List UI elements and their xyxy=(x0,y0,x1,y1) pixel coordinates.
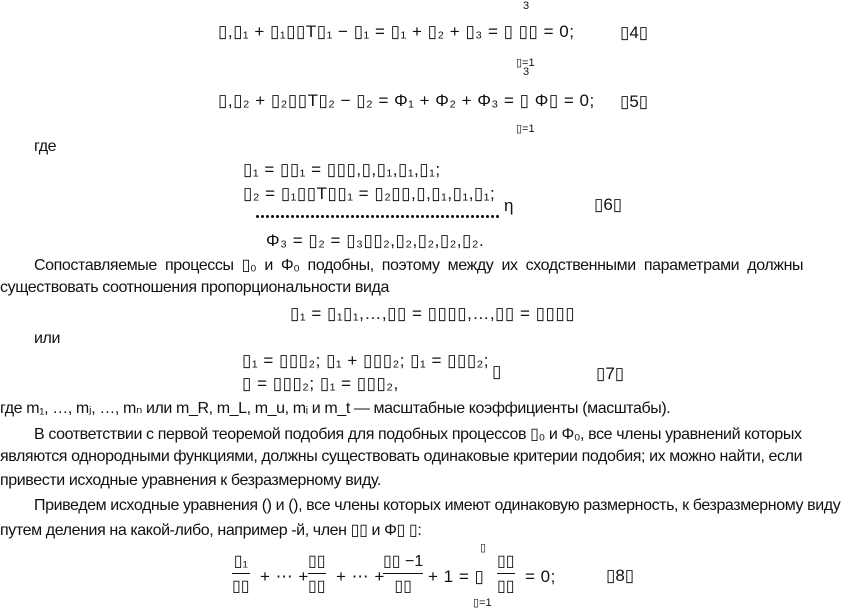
paragraph-1-line-2: существовать соотношения пропорциональности вида xyxy=(0,279,389,296)
paragraph-4-line-2: путем деления на какой-либо, например -й, член ▯▯ и Φ▯ ▯: xyxy=(0,522,422,539)
equation-8-number: ▯8▯ xyxy=(606,566,635,585)
proportionality-equation: ▯₁ = ▯₁▯₁,…,▯▯ = ▯▯▯▯,…,▯▯ = ▯▯▯▯ xyxy=(290,304,576,323)
paragraph-2: где m₁, …, mⱼ, …, mₙ или m_R, m_L, m_u, mᵢ и m_t — масштабные коэффициенты (масштабы). xyxy=(0,400,671,417)
equation-4-number: ▯4▯ xyxy=(620,23,649,42)
paragraph-3-line-3: привести исходные уравнения к безразмерному виду. xyxy=(0,472,381,489)
equation-7-bracket: ▯ xyxy=(492,362,502,381)
equation-7-line-1: ▯₁ = ▯▯▯₂; ▯₁ + ▯▯▯₂; ▯₁ = ▯▯▯₂; xyxy=(242,351,490,370)
where-label: где xyxy=(34,138,57,155)
fraction-bar xyxy=(308,573,326,574)
eq8-sum-upper: ▯ xyxy=(480,542,487,554)
equation-6-line-2: ▯₂ = ▯₁▯▯T▯▯₁ = ▯₂▯▯,▯,▯₁,▯₁,▯₁; xyxy=(243,184,496,203)
eq5-sum-lower: ▯=1 xyxy=(516,123,535,135)
paragraph-3-line-1: В соответствии с первой теоремой подобия для подобных процессов ▯₀ и Φ₀, все члены уравнений которых xyxy=(34,426,802,443)
or-label: или xyxy=(34,330,61,347)
fraction-bar xyxy=(497,573,515,574)
fraction-bar xyxy=(232,573,250,574)
equation-5: ▯,▯₂ + ▯₂▯▯T▯₂ − ▯₂ = Φ₁ + Φ₂ + Φ₃ = ▯ Φ▯ = 0; xyxy=(218,91,595,110)
fraction-denominator: ▯▯ xyxy=(497,578,515,595)
eq8-fraction-1 xyxy=(232,551,250,596)
eq5-sum-upper: 3 xyxy=(523,66,530,78)
equation-5-number: ▯5▯ xyxy=(620,92,649,111)
eq8-fraction-3 xyxy=(383,551,423,596)
fraction-numerator: ▯▯ xyxy=(308,553,326,570)
eq8-plus-one: + 1 = ▯ xyxy=(428,567,485,586)
fraction-bar xyxy=(383,573,423,574)
fraction-numerator: ▯▯ xyxy=(497,553,515,570)
equation-6-line-1: ▯₁ = ▯▯₁ = ▯▯▯,▯,▯₁,▯₁,▯₁; xyxy=(243,160,441,179)
equation-4: ▯,▯₁ + ▯₁▯▯T▯₁ − ▯₁ = ▯₁ + ▯₂ + ▯₃ = ▯ ▯▯ = 0; xyxy=(218,22,575,41)
paragraph-4-line-1: Приведем исходные уравнения () и (), все члены которых имеют одинаковую размерность, к безразмерному виду xyxy=(34,497,841,514)
equation-6-number: ▯6▯ xyxy=(594,195,623,214)
eq4-sum-lower: ▯=1 xyxy=(516,57,535,69)
eq4-sum-upper: 3 xyxy=(523,0,530,12)
fraction-numerator: ▯₁ xyxy=(233,553,248,570)
fraction-denominator: ▯▯ xyxy=(394,578,412,595)
fraction-numerator: ▯▯ −1 xyxy=(383,553,424,570)
fraction-denominator: ▯▯ xyxy=(232,578,250,595)
eq8-ellipsis-2: + ⋯ + xyxy=(336,567,385,586)
dotted-rule xyxy=(255,214,500,219)
eta-symbol: η xyxy=(504,196,514,215)
eq8-sum-lower: ▯=1 xyxy=(473,597,492,609)
equation-7-number: ▯7▯ xyxy=(596,364,625,383)
paragraph-1-line-1: Сопоставляемые процессы ▯₀ и Φ₀ подобны, поэтому между их сходственными параметрами должны xyxy=(34,257,804,274)
eq8-fraction-2 xyxy=(308,551,326,596)
equation-6-line-3: Φ₃ = ▯₂ = ▯₃▯▯₂,▯₂,▯₂,▯₂,▯₂. xyxy=(266,231,485,250)
eq8-fraction-4 xyxy=(497,551,515,596)
fraction-denominator: ▯▯ xyxy=(308,578,326,595)
paragraph-3-line-2: являются однородными функциями, должны существовать одинаковые критерии подобия; их можно найти, если xyxy=(0,448,803,465)
eq8-equals-zero: = 0; xyxy=(525,567,556,586)
equation-7-line-2: ▯ = ▯▯▯₂; ▯₁ = ▯▯▯₂, xyxy=(242,374,399,393)
eq8-ellipsis-1: + ⋯ + xyxy=(260,567,309,586)
